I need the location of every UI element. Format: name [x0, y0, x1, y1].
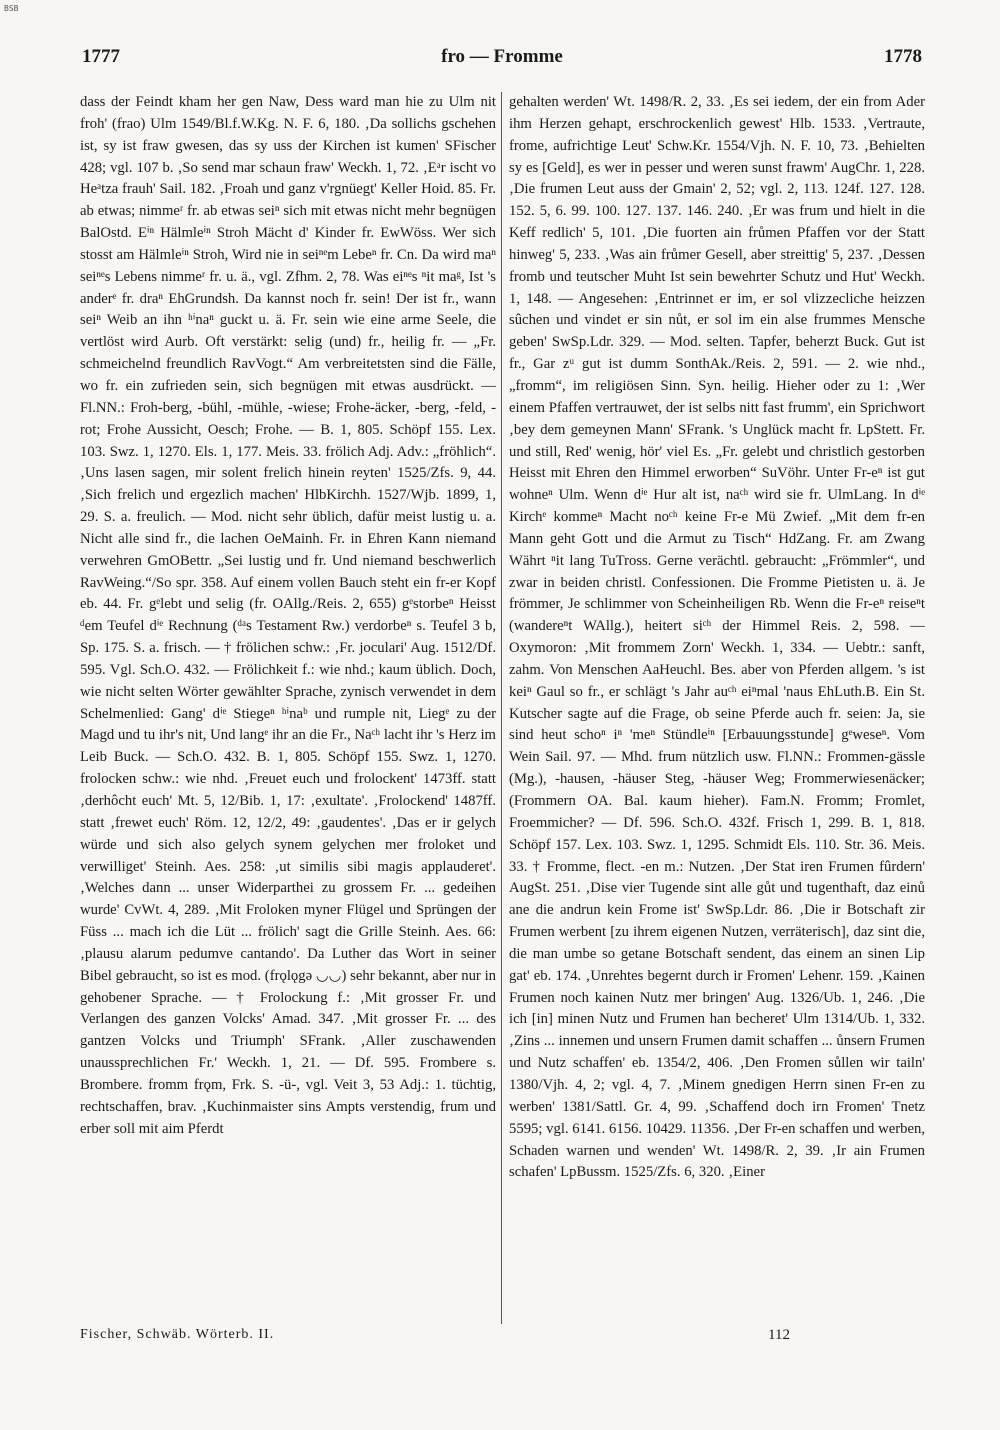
page-header [82, 46, 922, 76]
library-stamp: BSB [4, 4, 19, 13]
left-column [80, 92, 496, 1324]
right-column-text: gehalten werden' Wt. 1498/R. 2, 33. ‚Es sei iedem, der ein from Ader ihm Herzen gehapt, erschrockenlich gewest' Hlb. 1533. ‚Vertraute, frome, aufrichtige Leut' Schw.Kr. 1554/Vjh. N. F. 10, 73. ‚Behielten sy es [Geld], es wer in pesser und weren sunst frawm' AugChr. 1, 228. ‚Die frumen Leut auss der Gmain' 2, 52; vgl. 2, 113. 124f. 127. 128. 152. 5, 6. 99. 100. 127. 137. 146. 240. ‚Er was frum und hielt in die Keff redlich' 5, 101. ‚Die fuorten ain frůmen Pfaffen vor der Statt hinweg' 5, 233. ‚Was ain frůmer Gesell, aber streittig' 5, 237. ‚Dessen fromb und teutscher Muht Ist sein bewehrter Schutz und Hut' Weckh. 1, 148. — Angesehen: ‚Entrinnet er im, er sol vlizzecliche heizzen sûchen und vindet er sin nůt, er sol im ein alse frummes Mensche geben' SwSp.Ldr. 329. — Mod. selten. Tapfer, beherzt Buck. Gut ist fr., Gar zᵘ gut ist dumm SonthAk./Reis. 2, 591. — 2. wie nhd., „fromm“, im religiösen Sinn. Syn. heilig. Hieher oder zu 1: ‚Wer einem Pfaffen vertrauwet, der ist selbs nitt fast frumm', ein Sprichwort ‚bey dem gemeynen Mann' SFrank. 's Unglück macht fr. LpStett. Fr. und still, Red' wenig, hör' viel Es. „Fr. gelebt und christlich gestorben Heisst mit Ehren den Himmel erworben“ SuVöhr. Unter Fr-eⁿ ist gut wohneⁿ Ulm. Wenn dⁱᵉ Hur alt ist, naᶜʰ wird sie fr. UlmLang. In dⁱᵉ Kirchᵉ kommeⁿ Macht noᶜʰ keine Fr-e Mü Zwief. „Mit dem fr-en Mann geht Gott und die Armut zu Tisch“ HdZang. Fr. am Zwang Währt ⁿit lang TuTross. Gerne verächtl. gebraucht: „Frömmler“, und zwar in beiden christl. Confessionen. Die Fromme Pietisten u. ä. Je frömmer, Je schlimmer von Scheinheiligen Rb. Wenn die Fr-eⁿ reiseⁿt (wandereⁿt WAllg.), heitert siᶜʰ der Himmel Reis. 2, 598. — Oxymoron: ‚Mit frommem Zorn' Weckh. 1, 334. — Uebtr.: sanft, zahm. Von Menschen AaHeuchl. Bes. aber von Pferden allgem. 's ist keiⁿ Gaul so fr., er schlägt 's Jahr auᶜʰ eiⁿmal 'naus EhLuth.B. Ein St. Kutscher sagte auf die Frage, ob seine Pferde auch fr. seien: Ja, sie sind heut schoⁿ iⁿ 'meⁿ Stündleⁱⁿ [Erbauungsstunde] gᵉweseⁿ. Vom Wein Sail. 97. — Mhd. frum nützlich usw. Fl.NN.: Frommen-gässle (Mg.), -hausen, -häuser Steg, -häuser Weg; Frommerwiesenäcker; (Frommern OA. Bal. kaum hieher). Fam.N. Fromm; Fromlet, Froemmicher? — Df. 596. Sch.O. 432f. Frisch 1, 299. B. 1, 818. Schöpf 157. Lex. 103. Swz. 1, 1295. Schmidt Els. 110. Str. 36. Meis. 33. † Fromme, flect. -en m.: Nutzen. ‚Der Stat iren Frumen fûrdern' AugSt. 251. ‚Dise vier Tugende sint alle gůt und tugenthaft, daz einů ane die andrun kein Frome ist' SwSp.Ldr. 86. ‚Die ir Botschaft zir Frumen werbent [zu ihrem eigenen Nutzen, verräterisch], daz sint die, die man umbe so getane Botschaft sendent, das einem an sinen Lip gat' eb. 174. ‚Unrehtes begernt durch ir Fromen' Lehenr. 159. ‚Kainen Frumen noch kainen Nutz mer bringen' Aug. 1326/Ub. 1, 246. ‚Die ich [in] minen Nutz und Frumen han becheret' Ulm 1314/Ub. 1, 332. ‚Zins ... innemen und unsern Frumen damit schaffen ... ůnsern Frumen und Nutz schaffen' eb. 1354/2, 406. ‚Den Fromen sůllen wir tailn' 1380/Vjh. 4, 2; vgl. 4, 7. ‚Minem gnedigen Herrn sinen Fr-en zu werben' 1381/Sattl. Gr. 4, 99. ‚Schaffend doch irn Fromen' Tnetz 5595; vgl. 6141. 6156. 10429. 11356. ‚Der Fr-en schaffen und werben, Schaden warnen und wenden' Wt. 1498/R. 2, 39. ‚Ir ain Frumen schafen' LpBussm. 1525/Zfs. 6, 320. ‚Einer [509, 94, 925, 1181]
page-footer [80, 1327, 922, 1349]
footer-author: Fischer, Schwäb. Wörterb. II. [80, 1327, 275, 1342]
page-number-right: 1778 [884, 46, 922, 67]
footer-sheet-number: 112 [768, 1327, 790, 1343]
running-title: fro — Fromme [441, 46, 563, 67]
right-column [509, 92, 925, 1324]
column-divider [501, 92, 502, 1324]
page-number-left: 1777 [82, 46, 120, 67]
left-column-text: dass der Feindt kham her gen Naw, Dess ward man hie zu Ulm nit froh' (frao) Ulm 1549/Bl.f.W.Kg. N. F. 6, 180. ‚Da sollichs gschehen ist, sy ist fraw gwesen, das sy uss der Kirchen ist kumen' SFischer 428; vgl. 107 b. ‚So send mar schaun fraw' Weckh. 1, 72. ‚Eᵃr ischt vo Heᵃtza frauh' Sail. 182. ‚Froah und ganz v'rgnüegt' Keller Hoid. 85. Fr. ab etwas; nimmeʳ fr. ab etwas seiⁿ sich mit etwas nicht mehr begnügen BalOstd. Eⁱⁿ Hälmleⁱⁿ Stroh Mächt d' Kinder fr. EwWöss. Wer sich stosst am Hälmleⁱⁿ Stroh, Wird nie in seiⁿᵉm Lebeⁿ fr. Cn. Da wird maⁿ seiⁿᵉs Lebens nimmeʳ fr. u. ä., vgl. Zfhm. 2, 78. Was eiⁿᵉs ⁿit maᵍ, Ist 's anderᵉ fr. draⁿ EhGrundsh. Da kannst noch fr. sein! Der ist fr., wann seiⁿ Weib an ihn ʰⁱnaⁿ guckt u. ä. Fr. sein wie eine arme Seele, die vertlöst wird Aurb. Oft verstärkt: selig (und) fr., heilig fr. — „Fr. schmeichelnd freundlich RavVogt.“ Am verbreitetsten sind die Fälle, wo fr. ein zufrieden sein, sich begnügen mit etwas ausdrückt. — Fl.NN.: Froh-berg, -bühl, -mühle, -wiese; Frohe-äcker, -berg, -feld, -rot; Frohe Aussicht, Oesch; Frohe. — B. 1, 805. Schöpf 155. Lex. 103. Swz. 1, 1270. Els. 1, 177. Meis. 33. frölich Adj. Adv.: „fröhlich“. ‚Uns lasen sagen, mir solent frelich hinein reyten' 1525/Zfs. 9, 44. ‚Sich frelich und ergezlich machen' HlbKirchh. 1527/Wjb. 1899, 1, 29. S. a. freulich. — Mod. nicht sehr üblich, dafür meist lustig u. a. Nicht alle sind fr., die lachen OeMainh. Fr. in Ehren Kann niemand verwehren GmOBettr. „Sei lustig und fr. Und niemand beschwerlich RavWeing.“/So spr. 358. Auf einem vollen Bauch steht ein fr-er Kopf eb. 44. Fr. gᵉlebt und selig (fr. OAllg./Reis. 2, 655) gᵉstorbeⁿ Heisst ᵈem Teufel dⁱᵉ Rechnung (ᵈᵃs Testament Rw.) verdorbeⁿ s. Teufel 3 b, Sp. 175. S. a. frisch. — † frölichen schw.: ‚Fr. joculari' Aug. 1512/Df. 595. Vgl. Sch.O. 432. — Frölichkeit f.: wie nhd.; kaum üblich. Doch, wie nicht selten Wörter gewählter Sprache, zynisch verwendet in dem Schelmenlied: Gang' dⁱᵉ Stiegeⁿ ʰⁱnaᵇ und rumple nit, Liegᵉ zu der Magd und tu ihr's nit, Und langᵉ ihr an die Fr., Naᶜʰ lacht ihr 's Herz im Leib Buck. — Sch.O. 432. B. 1, 805. Schöpf 155. Swz. 1, 1270. frolocken schw.: wie nhd. ‚Freuet euch und frolockent' 1473ff. statt ‚derhôcht euch' Mt. 5, 12/Bib. 1, 17: ‚exultate'. ‚Frolockend' 1487ff. statt ‚frewet euch' Röm. 12, 12/2, 49: ‚gaudentes'. ‚Das er ir gelych würde und sich also gelych synem gelychen mer froloket und verwilliget' Steinh. Aes. 258: ‚ut similis sibi magis applauderet'. ‚Welches dann ... unser Widerparthei zu grossem Fr. ... gedeihen wurde' CvWt. 4, 289. ‚Mit Froloken myner Flügel und Sprüngen der Füss ... mach ich die Lüt ... frölich' sagt die Grille Steinh. Aes. 66: ‚plausu alarum pedumve cantando'. Da Luther das Wort in seiner Bibel gebraucht, so ist es mod. (frǫlǫgə ◡◡) sehr bekannt, aber nur in gehobener Sprache. — † Frolockung f.: ‚Mit grosser Fr. und Verlangen des ganzen Volcks' Amad. 347. ‚Mit grosser Fr. ... des gantzen Volcks und Triumph' SFrank. ‚Aller zuschawenden unaussprechlichen Fr.' Weckh. 1, 21. — Df. 595. Frombere s. Brombere. fromm frǫm, Frk. S. -ü-, vgl. Veit 3, 53 Adj.: 1. tüchtig, rechtschaffen, brav. ‚Kuchinmaister sins Ampts verstendig, frum und erber soll mit aim Pferdt [80, 94, 496, 1137]
